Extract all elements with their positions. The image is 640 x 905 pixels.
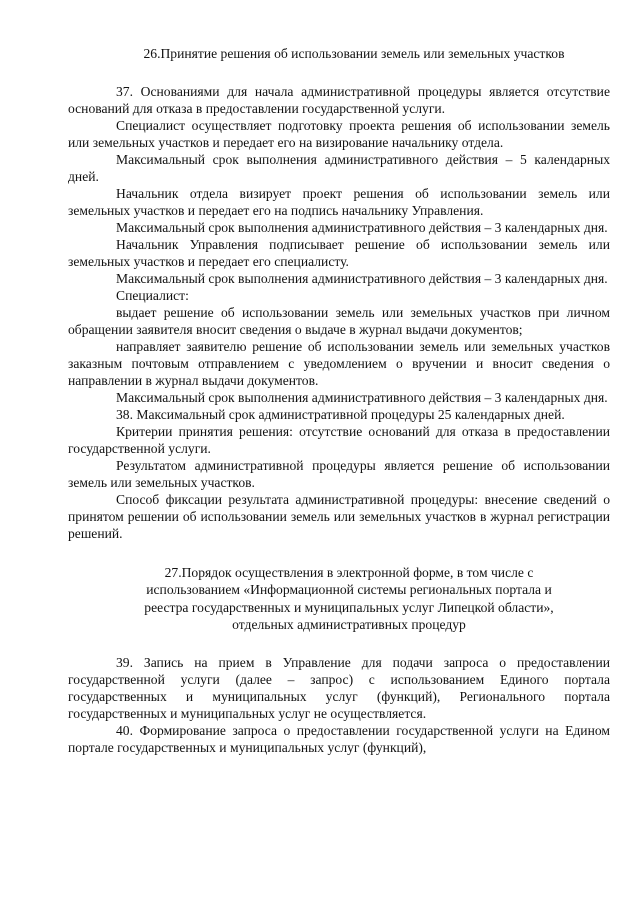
paragraph-37: 37. Основаниями для начала административной процедуры является отсутствие оснований для отказа в предоставлении государственной услуги. xyxy=(68,84,610,116)
paragraph-specialist-label: Специалист: xyxy=(116,288,189,303)
paragraph-max-term-3-days-c: Максимальный срок выполнения административного действия – 3 календарных дня. xyxy=(116,390,608,405)
section-26-heading: 26.Принятие решения об использовании земель или земельных участков xyxy=(143,46,565,61)
paragraph-recording-method: Способ фиксации результата административной процедуры: внесение сведений о принятом решении об использовании земель или земельных участков в журнал регистрации решений. xyxy=(68,492,610,541)
paragraph-38: 38. Максимальный срок административной процедуры 25 календарных дней. xyxy=(116,407,565,422)
section-27-heading-line: 27.Порядок осуществления в электронной форме, в том числе с xyxy=(164,565,534,580)
paragraph-40: 40. Формирование запроса о предоставлении государственной услуги на Едином портале государственных и муниципальных услуг (функций), xyxy=(68,722,610,755)
section-27-heading-line: использованием «Информационной системы региональных портала и xyxy=(146,582,552,598)
paragraph-39: 39. Запись на прием в Управление для подачи запроса о предоставлении государственной услуги (далее – запрос) с использованием Единого портала государственных и муниципальных услуг (функций), Регионального портала государственных и муниципальных услуг не осуществляется. xyxy=(68,654,610,721)
document-page xyxy=(68,45,610,756)
section-27-heading xyxy=(108,564,590,634)
section-27-heading-line: отдельных административных процедур xyxy=(232,617,466,633)
paragraph-head-of-administration-signs: Начальник Управления подписывает решение об использовании земель или земельных участков и передает его специалисту. xyxy=(68,237,610,269)
section-27-heading-line: реестра государственных и муниципальных услуг Липецкой области», xyxy=(144,599,554,615)
paragraph-head-of-department-approves: Начальник отдела визирует проект решения об использовании земель или земельных участков и передает его на подпись начальнику Управления. xyxy=(68,186,610,218)
paragraph-max-term-5-days: Максимальный срок выполнения административного действия – 5 календарных дней. xyxy=(68,152,610,184)
paragraph-issues-decision: выдает решение об использовании земель или земельных участков при личном обращении заявителя вносит сведения о выдаче в журнал выдачи документов; xyxy=(68,305,610,337)
paragraph-sends-decision: направляет заявителю решение об использовании земель или земельных участков заказным почтовым отправлением с уведомлением о вручении и вносит сведения о направлении в журнал выдачи документов. xyxy=(68,339,610,388)
paragraph-max-term-3-days-b: Максимальный срок выполнения административного действия – 3 календарных дня. xyxy=(116,271,608,286)
paragraph-procedure-result: Результатом административной процедуры является решение об использовании земель или земельных участков. xyxy=(68,458,610,490)
paragraph-decision-criteria: Критерии принятия решения: отсутствие оснований для отказа в предоставлении государственной услуги. xyxy=(68,424,610,456)
paragraph-specialist-prepares: Специалист осуществляет подготовку проекта решения об использовании земель или земельных участков и передает его на визирование начальнику отдела. xyxy=(68,118,610,150)
paragraph-max-term-3-days-a: Максимальный срок выполнения административного действия – 3 календарных дня. xyxy=(116,220,608,235)
